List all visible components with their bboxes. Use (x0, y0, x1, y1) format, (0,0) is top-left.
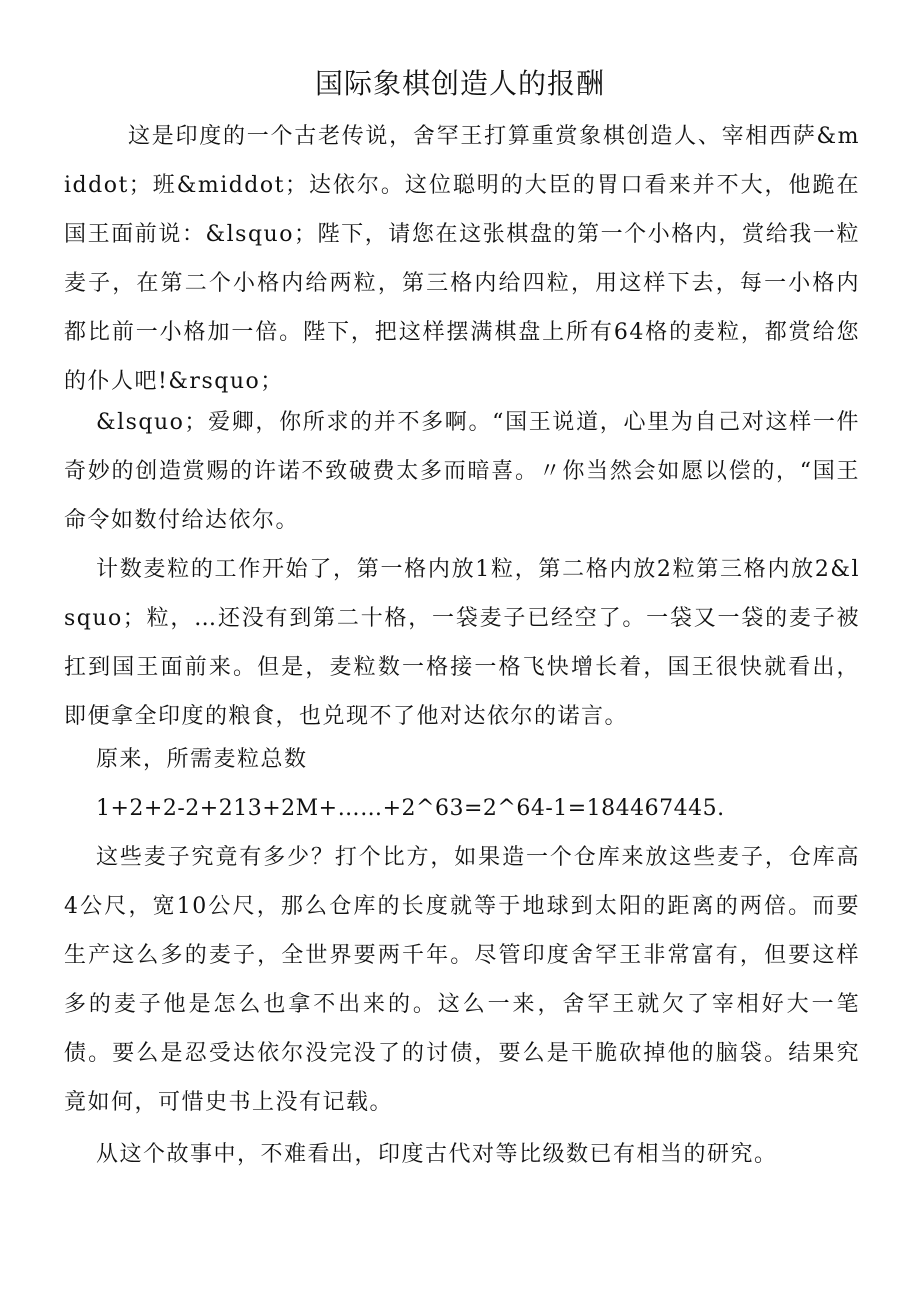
paragraph-legend: 这是印度的一个古老传说，舍罕王打算重赏象棋创造人、宰相西萨&middot；班&middot；达依尔。这位聪明的大臣的胃口看来并不大，他跪在国王面前说：&lsquo；陛下，请您在这张棋盘的第一个小格内，赏给我一粒麦子，在第二个小格内给两粒，第三格内给四粒，用这样下去，每一小格内都比前一小格加一倍。陛下，把这样摆满棋盘上所有64格的麦粒，都赏给您的仆人吧!&rsquo； (64, 124, 860, 394)
paragraph-total-intro: 原来，所需麦粒总数 (96, 747, 308, 772)
paragraph-king-reply: &lsquo；爱卿，你所求的并不多啊。“国王说道，心里为自己对这样一件奇妙的创造赏赐的许诺不致破费太多而暗喜。〃你当然会如愿以偿的，“国王命令如数付给达依尔。 (64, 410, 860, 533)
paragraph-conclusion: 从这个故事中，不难看出，印度古代对等比级数已有相当的研究。 (96, 1142, 778, 1167)
paragraph-granary: 这些麦子究竟有多少？打个比方，如果造一个仓库来放这些麦子，仓库高4公尺，宽10公尺，那么仓库的长度就等于地球到太阳的距离的两倍。而要生产这么多的麦子，全世界要两千年。尽管印度舍罕王非常富有，但要这样多的麦子他是怎么也拿不出来的。这么一来，舍罕王就欠了宰相好大一笔债。要么是忍受达依尔没完没了的讨债，要么是干脆砍掉他的脑袋。结果究竟如何，可惜史书上没有记载。 (64, 845, 860, 1115)
paragraph-counting: 计数麦粒的工作开始了，第一格内放1粒，第二格内放2粒第三格内放2&lsquo；粒，…还没有到第二十格，一袋麦子已经空了。一袋又一袋的麦子被扛到国王面前来。但是，麦粒数一格接一格飞快增长着，国王很快就看出，即便拿全印度的粮食，也兑现不了他对达依尔的诺言。 (64, 557, 860, 729)
document-title: 国际象棋创造人的报酬 (314, 67, 605, 100)
paragraph-formula: 1+2+2-2+213+2M+……+2^63=2^64-1=184467445. (96, 796, 725, 821)
